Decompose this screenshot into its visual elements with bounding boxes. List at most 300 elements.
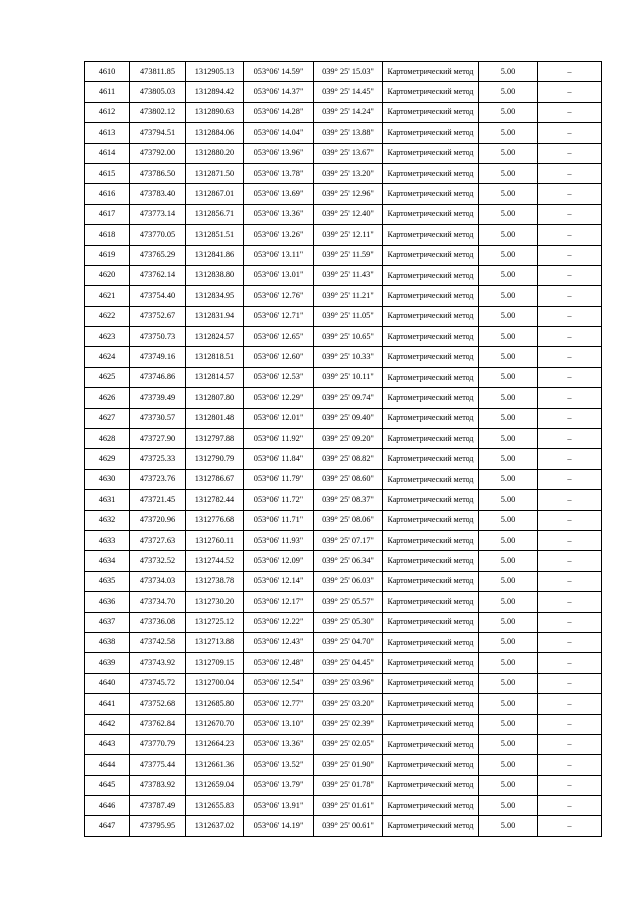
cell-note: – [538, 143, 602, 163]
cell-longitude: 039° 25' 08.37" [314, 490, 383, 510]
cell-y-coordinate: 1312725.12 [186, 612, 244, 632]
cell-x-coordinate: 473750.73 [130, 327, 186, 347]
cell-x-coordinate: 473811.85 [130, 62, 186, 82]
cell-longitude: 039° 25' 11.05" [314, 306, 383, 326]
table-row [85, 306, 602, 326]
cell-point-number: 4611 [85, 82, 130, 102]
cell-method: Картометрический метод [383, 694, 479, 714]
cell-note: – [538, 714, 602, 734]
cell-x-coordinate: 473762.14 [130, 265, 186, 285]
cell-latitude: 053°06' 11.79" [244, 469, 314, 489]
cell-y-coordinate: 1312670.70 [186, 714, 244, 734]
cell-note: – [538, 123, 602, 143]
cell-longitude: 039° 25' 09.20" [314, 429, 383, 449]
cell-latitude: 053°06' 11.71" [244, 510, 314, 530]
cell-y-coordinate: 1312661.36 [186, 755, 244, 775]
cell-accuracy: 5.00 [479, 62, 538, 82]
cell-accuracy: 5.00 [479, 490, 538, 510]
cell-accuracy: 5.00 [479, 286, 538, 306]
cell-latitude: 053°06' 13.26" [244, 225, 314, 245]
cell-latitude: 053°06' 12.77" [244, 694, 314, 714]
cell-latitude: 053°06' 12.54" [244, 673, 314, 693]
cell-point-number: 4638 [85, 632, 130, 652]
cell-latitude: 053°06' 12.01" [244, 408, 314, 428]
cell-note: – [538, 673, 602, 693]
cell-y-coordinate: 1312730.20 [186, 592, 244, 612]
cell-longitude: 039° 25' 07.17" [314, 530, 383, 550]
cell-point-number: 4636 [85, 592, 130, 612]
table-row [85, 551, 602, 571]
cell-x-coordinate: 473786.50 [130, 163, 186, 183]
table-row [85, 82, 602, 102]
cell-method: Картометрический метод [383, 734, 479, 754]
cell-note: – [538, 347, 602, 367]
cell-method: Картометрический метод [383, 143, 479, 163]
cell-method: Картометрический метод [383, 490, 479, 510]
cell-y-coordinate: 1312760.11 [186, 530, 244, 550]
cell-latitude: 053°06' 11.84" [244, 449, 314, 469]
cell-note: – [538, 734, 602, 754]
cell-method: Картометрический метод [383, 123, 479, 143]
cell-method: Картометрический метод [383, 653, 479, 673]
cell-note: – [538, 184, 602, 204]
cell-latitude: 053°06' 12.76" [244, 286, 314, 306]
cell-x-coordinate: 473727.63 [130, 530, 186, 550]
cell-x-coordinate: 473787.49 [130, 796, 186, 816]
cell-note: – [538, 490, 602, 510]
table-row [85, 123, 602, 143]
cell-longitude: 039° 25' 03.20" [314, 694, 383, 714]
cell-note: – [538, 245, 602, 265]
cell-note: – [538, 408, 602, 428]
cell-longitude: 039° 25' 01.78" [314, 775, 383, 795]
cell-note: – [538, 82, 602, 102]
cell-longitude: 039° 25' 13.88" [314, 123, 383, 143]
cell-point-number: 4644 [85, 755, 130, 775]
cell-y-coordinate: 1312664.23 [186, 734, 244, 754]
cell-accuracy: 5.00 [479, 408, 538, 428]
cell-y-coordinate: 1312713.88 [186, 632, 244, 652]
cell-point-number: 4641 [85, 694, 130, 714]
table-row [85, 265, 602, 285]
cell-accuracy: 5.00 [479, 245, 538, 265]
cell-accuracy: 5.00 [479, 82, 538, 102]
cell-longitude: 039° 25' 12.96" [314, 184, 383, 204]
cell-x-coordinate: 473734.70 [130, 592, 186, 612]
cell-y-coordinate: 1312834.95 [186, 286, 244, 306]
cell-accuracy: 5.00 [479, 551, 538, 571]
cell-longitude: 039° 25' 11.43" [314, 265, 383, 285]
cell-latitude: 053°06' 13.11" [244, 245, 314, 265]
cell-accuracy: 5.00 [479, 592, 538, 612]
cell-latitude: 053°06' 12.17" [244, 592, 314, 612]
cell-method: Картометрический метод [383, 102, 479, 122]
cell-point-number: 4627 [85, 408, 130, 428]
cell-longitude: 039° 25' 05.57" [314, 592, 383, 612]
cell-note: – [538, 327, 602, 347]
cell-latitude: 053°06' 14.59" [244, 62, 314, 82]
cell-x-coordinate: 473727.90 [130, 429, 186, 449]
cell-accuracy: 5.00 [479, 388, 538, 408]
cell-method: Картометрический метод [383, 306, 479, 326]
table-row [85, 286, 602, 306]
cell-longitude: 039° 25' 06.34" [314, 551, 383, 571]
cell-y-coordinate: 1312905.13 [186, 62, 244, 82]
cell-accuracy: 5.00 [479, 673, 538, 693]
cell-x-coordinate: 473720.96 [130, 510, 186, 530]
cell-method: Картометрический метод [383, 755, 479, 775]
cell-note: – [538, 571, 602, 591]
cell-latitude: 053°06' 13.91" [244, 796, 314, 816]
cell-latitude: 053°06' 13.79" [244, 775, 314, 795]
cell-latitude: 053°06' 14.04" [244, 123, 314, 143]
cell-note: – [538, 653, 602, 673]
cell-x-coordinate: 473745.72 [130, 673, 186, 693]
cell-method: Картометрический метод [383, 673, 479, 693]
cell-note: – [538, 816, 602, 836]
cell-x-coordinate: 473752.68 [130, 694, 186, 714]
table-row [85, 204, 602, 224]
cell-method: Картометрический метод [383, 551, 479, 571]
cell-latitude: 053°06' 13.52" [244, 755, 314, 775]
table-row [85, 775, 602, 795]
cell-y-coordinate: 1312880.20 [186, 143, 244, 163]
cell-accuracy: 5.00 [479, 653, 538, 673]
cell-accuracy: 5.00 [479, 265, 538, 285]
cell-x-coordinate: 473770.79 [130, 734, 186, 754]
cell-longitude: 039° 25' 14.24" [314, 102, 383, 122]
cell-x-coordinate: 473765.29 [130, 245, 186, 265]
cell-y-coordinate: 1312871.50 [186, 163, 244, 183]
cell-method: Картометрический метод [383, 286, 479, 306]
cell-accuracy: 5.00 [479, 306, 538, 326]
cell-x-coordinate: 473723.76 [130, 469, 186, 489]
cell-point-number: 4620 [85, 265, 130, 285]
cell-longitude: 039° 25' 10.65" [314, 327, 383, 347]
cell-accuracy: 5.00 [479, 163, 538, 183]
cell-method: Картометрический метод [383, 347, 479, 367]
cell-x-coordinate: 473795.95 [130, 816, 186, 836]
cell-x-coordinate: 473794.51 [130, 123, 186, 143]
cell-latitude: 053°06' 12.29" [244, 388, 314, 408]
cell-accuracy: 5.00 [479, 816, 538, 836]
cell-accuracy: 5.00 [479, 367, 538, 387]
cell-latitude: 053°06' 13.36" [244, 204, 314, 224]
cell-note: – [538, 62, 602, 82]
cell-y-coordinate: 1312797.88 [186, 429, 244, 449]
cell-accuracy: 5.00 [479, 714, 538, 734]
cell-x-coordinate: 473732.52 [130, 551, 186, 571]
table-row [85, 388, 602, 408]
cell-x-coordinate: 473773.14 [130, 204, 186, 224]
cell-method: Картометрический метод [383, 408, 479, 428]
table-row [85, 653, 602, 673]
cell-y-coordinate: 1312790.79 [186, 449, 244, 469]
cell-point-number: 4630 [85, 469, 130, 489]
cell-note: – [538, 102, 602, 122]
cell-y-coordinate: 1312867.01 [186, 184, 244, 204]
cell-note: – [538, 429, 602, 449]
cell-method: Картометрический метод [383, 592, 479, 612]
cell-method: Картометрический метод [383, 62, 479, 82]
cell-y-coordinate: 1312659.04 [186, 775, 244, 795]
cell-y-coordinate: 1312655.83 [186, 796, 244, 816]
cell-accuracy: 5.00 [479, 796, 538, 816]
cell-latitude: 053°06' 13.78" [244, 163, 314, 183]
cell-latitude: 053°06' 13.69" [244, 184, 314, 204]
cell-longitude: 039° 25' 09.40" [314, 408, 383, 428]
cell-x-coordinate: 473754.40 [130, 286, 186, 306]
cell-accuracy: 5.00 [479, 510, 538, 530]
cell-x-coordinate: 473775.44 [130, 755, 186, 775]
cell-point-number: 4647 [85, 816, 130, 836]
table-row [85, 755, 602, 775]
table-row [85, 347, 602, 367]
cell-longitude: 039° 25' 08.60" [314, 469, 383, 489]
cell-y-coordinate: 1312801.48 [186, 408, 244, 428]
cell-latitude: 053°06' 13.96" [244, 143, 314, 163]
cell-x-coordinate: 473739.49 [130, 388, 186, 408]
cell-method: Картометрический метод [383, 530, 479, 550]
cell-x-coordinate: 473725.33 [130, 449, 186, 469]
cell-accuracy: 5.00 [479, 734, 538, 754]
table-row [85, 816, 602, 836]
cell-x-coordinate: 473743.92 [130, 653, 186, 673]
cell-latitude: 053°06' 11.92" [244, 429, 314, 449]
cell-accuracy: 5.00 [479, 469, 538, 489]
cell-longitude: 039° 25' 10.33" [314, 347, 383, 367]
cell-point-number: 4645 [85, 775, 130, 795]
cell-method: Картометрический метод [383, 796, 479, 816]
cell-y-coordinate: 1312894.42 [186, 82, 244, 102]
cell-longitude: 039° 25' 13.20" [314, 163, 383, 183]
cell-point-number: 4615 [85, 163, 130, 183]
cell-accuracy: 5.00 [479, 571, 538, 591]
cell-point-number: 4612 [85, 102, 130, 122]
cell-longitude: 039° 25' 12.11" [314, 225, 383, 245]
cell-point-number: 4646 [85, 796, 130, 816]
cell-accuracy: 5.00 [479, 102, 538, 122]
cell-y-coordinate: 1312851.51 [186, 225, 244, 245]
cell-point-number: 4614 [85, 143, 130, 163]
cell-point-number: 4613 [85, 123, 130, 143]
cell-latitude: 053°06' 14.37" [244, 82, 314, 102]
cell-method: Картометрический метод [383, 163, 479, 183]
cell-y-coordinate: 1312841.86 [186, 245, 244, 265]
cell-latitude: 053°06' 11.93" [244, 530, 314, 550]
cell-x-coordinate: 473802.12 [130, 102, 186, 122]
cell-x-coordinate: 473730.57 [130, 408, 186, 428]
cell-note: – [538, 775, 602, 795]
cell-longitude: 039° 25' 08.06" [314, 510, 383, 530]
cell-note: – [538, 449, 602, 469]
table-row [85, 510, 602, 530]
cell-point-number: 4618 [85, 225, 130, 245]
coordinates-table [84, 61, 602, 837]
cell-note: – [538, 551, 602, 571]
cell-accuracy: 5.00 [479, 755, 538, 775]
cell-note: – [538, 388, 602, 408]
cell-note: – [538, 469, 602, 489]
table-row [85, 571, 602, 591]
cell-y-coordinate: 1312685.80 [186, 694, 244, 714]
table-row [85, 714, 602, 734]
cell-note: – [538, 204, 602, 224]
cell-latitude: 053°06' 13.36" [244, 734, 314, 754]
cell-accuracy: 5.00 [479, 694, 538, 714]
cell-method: Картометрический метод [383, 449, 479, 469]
cell-note: – [538, 265, 602, 285]
cell-longitude: 039° 25' 00.61" [314, 816, 383, 836]
cell-y-coordinate: 1312814.57 [186, 367, 244, 387]
cell-method: Картометрический метод [383, 510, 479, 530]
table-row [85, 225, 602, 245]
cell-point-number: 4619 [85, 245, 130, 265]
table-row [85, 163, 602, 183]
cell-x-coordinate: 473749.16 [130, 347, 186, 367]
cell-y-coordinate: 1312856.71 [186, 204, 244, 224]
cell-note: – [538, 530, 602, 550]
cell-latitude: 053°06' 11.72" [244, 490, 314, 510]
cell-y-coordinate: 1312709.15 [186, 653, 244, 673]
cell-accuracy: 5.00 [479, 530, 538, 550]
cell-note: – [538, 592, 602, 612]
cell-point-number: 4617 [85, 204, 130, 224]
cell-x-coordinate: 473746.86 [130, 367, 186, 387]
cell-note: – [538, 796, 602, 816]
cell-longitude: 039° 25' 09.74" [314, 388, 383, 408]
cell-latitude: 053°06' 12.60" [244, 347, 314, 367]
cell-accuracy: 5.00 [479, 225, 538, 245]
table-row [85, 673, 602, 693]
cell-note: – [538, 510, 602, 530]
cell-point-number: 4632 [85, 510, 130, 530]
cell-note: – [538, 286, 602, 306]
cell-y-coordinate: 1312637.02 [186, 816, 244, 836]
cell-accuracy: 5.00 [479, 347, 538, 367]
cell-longitude: 039° 25' 02.05" [314, 734, 383, 754]
table-row [85, 592, 602, 612]
table-row [85, 327, 602, 347]
cell-point-number: 4626 [85, 388, 130, 408]
cell-longitude: 039° 25' 14.45" [314, 82, 383, 102]
table-row [85, 734, 602, 754]
cell-point-number: 4624 [85, 347, 130, 367]
cell-accuracy: 5.00 [479, 327, 538, 347]
cell-point-number: 4616 [85, 184, 130, 204]
cell-note: – [538, 306, 602, 326]
cell-y-coordinate: 1312838.80 [186, 265, 244, 285]
cell-latitude: 053°06' 13.10" [244, 714, 314, 734]
table-row [85, 367, 602, 387]
cell-longitude: 039° 25' 08.82" [314, 449, 383, 469]
cell-method: Картометрический метод [383, 265, 479, 285]
cell-longitude: 039° 25' 15.03" [314, 62, 383, 82]
cell-latitude: 053°06' 12.53" [244, 367, 314, 387]
cell-y-coordinate: 1312890.63 [186, 102, 244, 122]
cell-method: Картометрический метод [383, 775, 479, 795]
cell-x-coordinate: 473805.03 [130, 82, 186, 102]
cell-latitude: 053°06' 12.71" [244, 306, 314, 326]
cell-latitude: 053°06' 13.01" [244, 265, 314, 285]
table-row [85, 632, 602, 652]
cell-point-number: 4622 [85, 306, 130, 326]
cell-note: – [538, 367, 602, 387]
cell-point-number: 4610 [85, 62, 130, 82]
cell-method: Картометрический метод [383, 245, 479, 265]
cell-point-number: 4642 [85, 714, 130, 734]
cell-y-coordinate: 1312818.51 [186, 347, 244, 367]
table-row [85, 102, 602, 122]
cell-accuracy: 5.00 [479, 632, 538, 652]
cell-accuracy: 5.00 [479, 612, 538, 632]
table-row [85, 245, 602, 265]
cell-y-coordinate: 1312884.06 [186, 123, 244, 143]
cell-x-coordinate: 473734.03 [130, 571, 186, 591]
cell-y-coordinate: 1312738.78 [186, 571, 244, 591]
cell-longitude: 039° 25' 05.30" [314, 612, 383, 632]
cell-method: Картометрический метод [383, 429, 479, 449]
cell-longitude: 039° 25' 10.11" [314, 367, 383, 387]
table-row [85, 429, 602, 449]
cell-longitude: 039° 25' 02.39" [314, 714, 383, 734]
cell-y-coordinate: 1312782.44 [186, 490, 244, 510]
cell-note: – [538, 163, 602, 183]
table-row [85, 612, 602, 632]
cell-note: – [538, 612, 602, 632]
cell-longitude: 039° 25' 06.03" [314, 571, 383, 591]
cell-longitude: 039° 25' 11.21" [314, 286, 383, 306]
cell-point-number: 4639 [85, 653, 130, 673]
table-row [85, 530, 602, 550]
cell-method: Картометрический метод [383, 225, 479, 245]
cell-longitude: 039° 25' 12.40" [314, 204, 383, 224]
cell-longitude: 039° 25' 11.59" [314, 245, 383, 265]
table-row [85, 490, 602, 510]
cell-longitude: 039° 25' 03.96" [314, 673, 383, 693]
table-row [85, 408, 602, 428]
cell-longitude: 039° 25' 01.61" [314, 796, 383, 816]
cell-method: Картометрический метод [383, 388, 479, 408]
cell-point-number: 4640 [85, 673, 130, 693]
cell-x-coordinate: 473783.40 [130, 184, 186, 204]
cell-longitude: 039° 25' 01.90" [314, 755, 383, 775]
cell-x-coordinate: 473770.05 [130, 225, 186, 245]
table-row [85, 184, 602, 204]
cell-longitude: 039° 25' 13.67" [314, 143, 383, 163]
cell-y-coordinate: 1312807.80 [186, 388, 244, 408]
cell-method: Картометрический метод [383, 82, 479, 102]
cell-x-coordinate: 473783.92 [130, 775, 186, 795]
table-row [85, 796, 602, 816]
cell-accuracy: 5.00 [479, 184, 538, 204]
cell-latitude: 053°06' 14.19" [244, 816, 314, 836]
table-row [85, 62, 602, 82]
cell-y-coordinate: 1312831.94 [186, 306, 244, 326]
cell-y-coordinate: 1312744.52 [186, 551, 244, 571]
cell-point-number: 4628 [85, 429, 130, 449]
cell-method: Картометрический метод [383, 327, 479, 347]
table-row [85, 449, 602, 469]
cell-note: – [538, 225, 602, 245]
cell-note: – [538, 755, 602, 775]
cell-point-number: 4643 [85, 734, 130, 754]
cell-note: – [538, 632, 602, 652]
cell-latitude: 053°06' 12.65" [244, 327, 314, 347]
cell-latitude: 053°06' 12.22" [244, 612, 314, 632]
table-row [85, 143, 602, 163]
cell-accuracy: 5.00 [479, 429, 538, 449]
